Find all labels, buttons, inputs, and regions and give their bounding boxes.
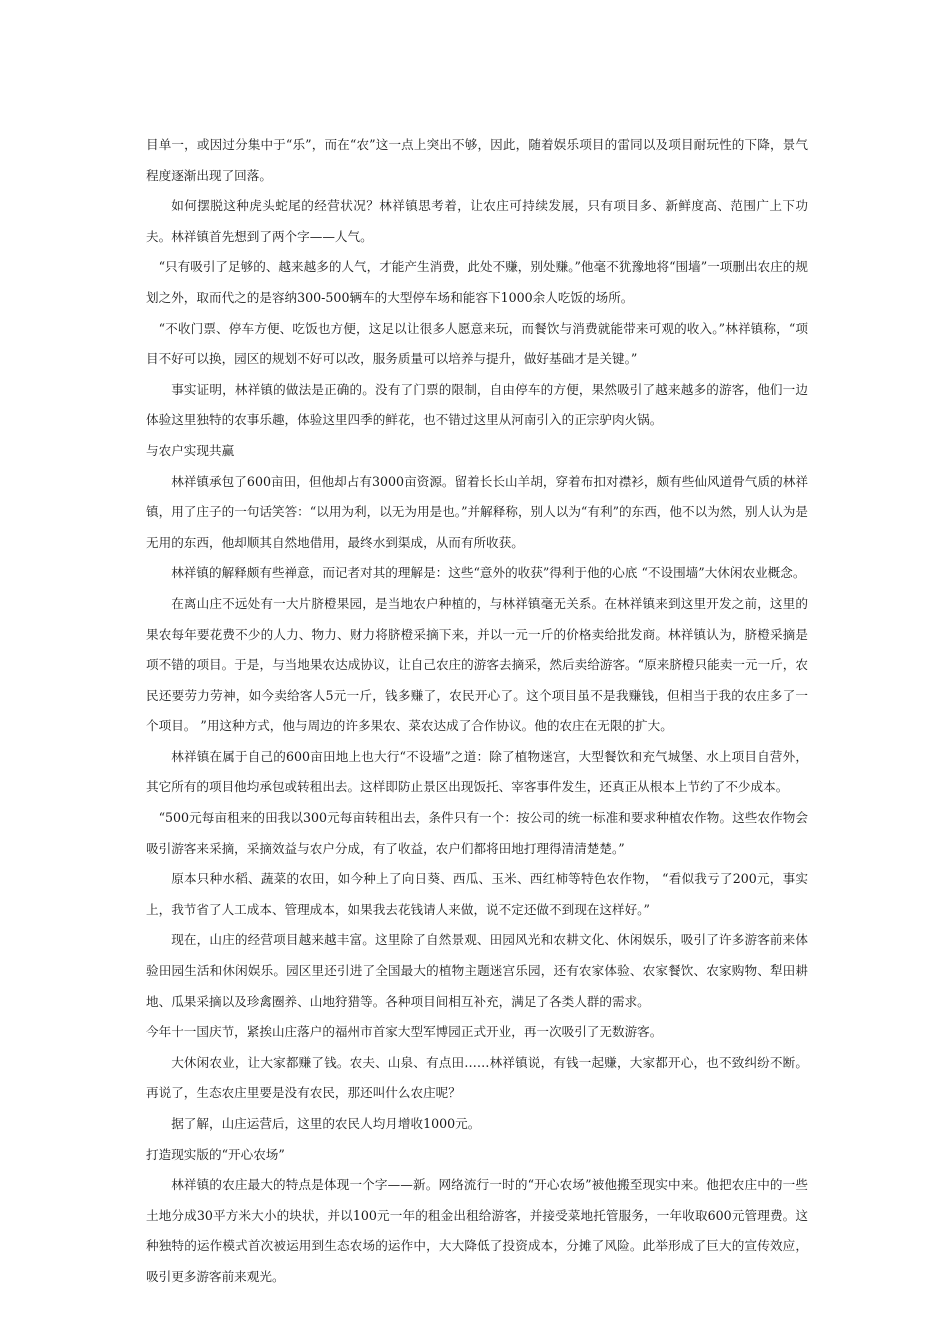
paragraph: 目单一，或因过分集中于“乐”，而在“农”这一点上突出不够，因此，随着娱乐项目的雷同以及项目耐玩性的下降，景气程度逐渐出现了回落。 (146, 137, 808, 183)
paragraph: 林祥镇承包了600亩田，但他却占有3000亩资源。留着长长山羊胡，穿着布扣对襟衫，颇有些仙风道骨气质的林祥镇，用了庄子的一句话笑答：“以用为利，以无为用是也。”并解释称，别人以为“有利”的东西，他不以为然，别人认为是无用的东西，他却顺其自然地借用，最终水到渠成，从而有所收获。 (146, 473, 808, 550)
paragraph: 今年十一国庆节，紧挨山庄落户的福州市首家大型军博园正式开业，再一次吸引了无数游客。 (146, 1024, 663, 1040)
paragraph: 事实证明，林祥镇的做法是正确的。没有了门票的限制，自由停车的方便，果然吸引了越来越多的游客，他们一边体验这里独特的农事乐趣，体验这里四季的鲜花，也不错过这里从河南引入的正宗驴肉火锅。 (146, 381, 808, 428)
paragraph: 如何摆脱这种虎头蛇尾的经营状况？林祥镇思考着，让农庄可持续发展，只有项目多、新鲜度高、范围广上下功夫。林祥镇首先想到了两个字——人气。 (146, 198, 808, 244)
paragraph: 林祥镇在属于自己的600亩田地上也大行“不设墙”之道：除了植物迷宫，大型餐饮和充气城堡、水上项目自营外，其它所有的项目他均承包或转租出去。这样即防止景区出现饭托、宰客事件发生，还真正从根本上节约了不少成本。 (146, 748, 808, 795)
paragraph: 大休闲农业，让大家都赚了钱。农夫、山泉、有点田……林祥镇说，有钱一起赚，大家都开心，也不致纠纷不断。再说了，生态农庄里要是没有农民，那还叫什么农庄呢？ (146, 1054, 808, 1101)
paragraph: 原本只种水稻、蔬菜的农田，如今种上了向日葵、西瓜、玉米、西红柿等特色农作物， “看似我亏了200元，事实上，我节省了人工成本、管理成本，如果我去花钱请人来做，说不定还做不到现在这样好。” (146, 871, 808, 917)
section-heading: 与农户实现共赢 (146, 442, 235, 458)
paragraph: 现在，山庄的经营项目越来越丰富。这里除了自然景观、田园风光和农耕文化、休闲娱乐，吸引了许多游客前来体验田园生活和休闲娱乐。园区里还引进了全国最大的植物主题迷宫乐园，还有农家体验、农家餐饮、农家购物、犁田耕地、瓜果采摘以及珍禽圈养、山地狩猎等。各种项目间相互补充，满足了各类人群的需求。 (146, 932, 808, 1009)
paragraph: 林祥镇的农庄最大的特点是体现一个字——新。网络流行一时的“开心农场”被他搬至现实中来。他把农庄中的一些土地分成30平方米大小的块状，并以100元一年的租金出租给游客，并接受菜地托管服务，一年收取600元管理费。这种独特的运作模式首次被运用到生态农场的运作中，大大降低了投资成本，分摊了风险。此举形成了巨大的宣传效应，吸引更多游客前来观光。 (146, 1177, 808, 1284)
article-body (146, 130, 808, 1293)
paragraph: 在离山庄不远处有一大片脐橙果园，是当地农户种植的，与林祥镇毫无关系。在林祥镇来到这里开发之前，这里的果农每年要花费不少的人力、物力、财力将脐橙采摘下来，并以一元一斤的价格卖给批发商。林祥镇认为，脐橙采摘是项不错的项目。于是，与当地果农达成协议，让自己农庄的游客去摘采，然后卖给游客。“原来脐橙只能卖一元一斤，农民还要劳力劳神，如今卖给客人5元一斤，钱多赚了，农民开心了。这个项目虽不是我赚钱，但相当于我的农庄多了一个项目。 ”用这种方式，他与周边的许多果农、菜农达成了合作协议。他的农庄在无限的扩大。 (146, 595, 808, 734)
paragraph: “500元每亩租来的田我以300元每亩转租出去，条件只有一个：按公司的统一标准和要求种植农作物。这些农作物会吸引游客来采摘，采摘效益与农户分成，有了收益，农户们都将田地打理得清清楚楚。” (146, 810, 808, 856)
paragraph: 据了解，山庄运营后，这里的农民人均月增收1000元。 (171, 1116, 481, 1131)
section-heading: 打造现实版的“开心农场” (146, 1146, 285, 1162)
paragraph: “不收门票、停车方便、吃饭也方便，这足以让很多人愿意来玩，而餐饮与消费就能带来可观的收入。”林祥镇称，“项目不好可以换，园区的规划不好可以改，服务质量可以培养与提升，做好基础才是关键。” (146, 320, 808, 367)
paragraph: “只有吸引了足够的、越来越多的人气，才能产生消费，此处不赚，别处赚。”他毫不犹豫地将“围墙”一项删出农庄的规划之外，取而代之的是容纳300-500辆车的大型停车场和能容下1000余人吃饭的场所。 (146, 259, 808, 305)
paragraph: 林祥镇的解释颇有些禅意，而记者对其的理解是：这些“意外的收获”得利于他的心底 “不设围墙”大休闲农业概念。 (171, 565, 806, 581)
